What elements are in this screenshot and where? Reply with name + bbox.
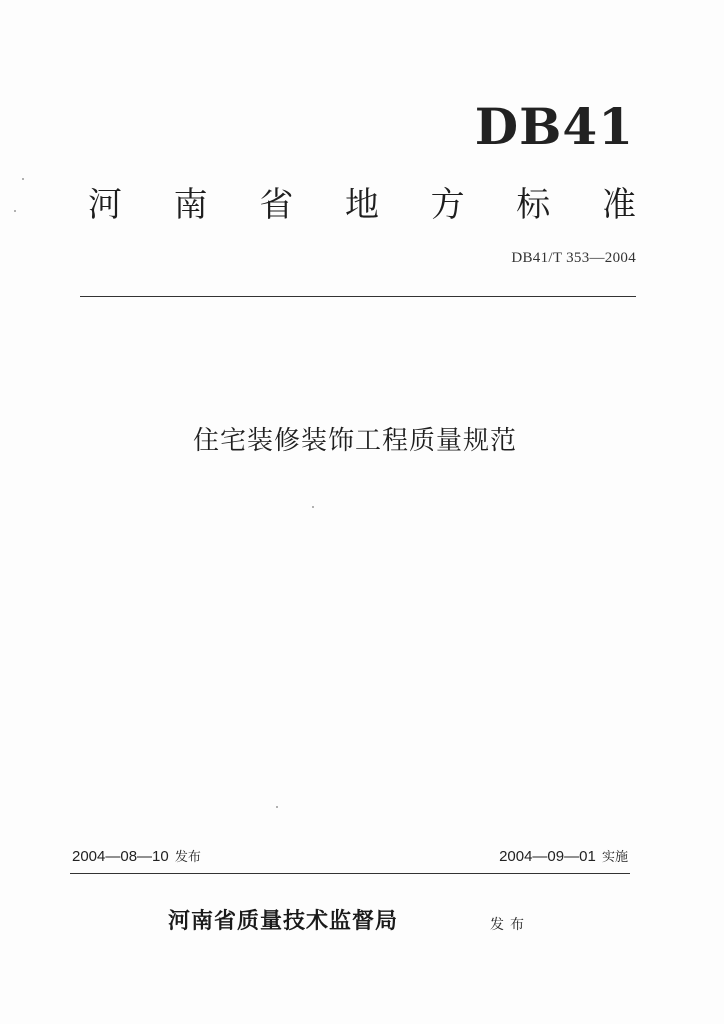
standard-type-char: 方 [430,185,465,225]
footer-divider [70,873,630,874]
implement-date: 2004—09—01 [499,848,596,865]
implement-date-line [499,846,628,865]
standard-type-char: 南 [173,185,208,225]
issuing-action: 发布 [490,917,530,933]
header-divider [80,296,636,297]
standard-type-char: 省 [259,185,294,225]
scan-speck [312,506,314,508]
standard-number: DB41/T 353—2004 [511,250,636,266]
standard-type-char: 地 [344,185,379,225]
scan-speck [276,806,278,808]
issue-label: 发布 [174,850,201,865]
standard-type-char: 准 [601,185,636,225]
implement-label: 实施 [601,850,628,865]
document-title: 住宅装修装饰工程质量规范 [192,426,517,456]
issue-date-line [72,846,201,865]
standard-type-char: 标 [516,185,551,225]
document-title-wrapper [0,420,724,457]
standard-type-heading [88,185,636,225]
scan-speck [22,178,24,180]
issue-date: 2004—08—10 [72,848,169,865]
issuing-authority: 河南省质量技术监督局 [168,908,399,934]
standard-type-char: 河 [88,185,122,225]
scan-speck [14,210,16,212]
standard-code-mark: DB41 [474,97,634,156]
